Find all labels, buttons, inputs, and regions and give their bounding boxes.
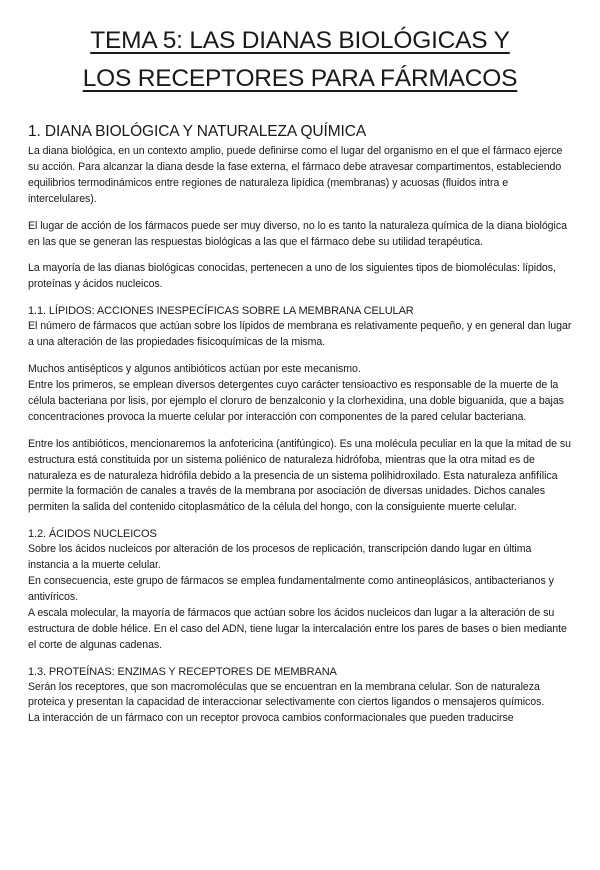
section-1-2 [28, 526, 572, 653]
section-1-1-paragraph-1: El número de fármacos que actúan sobre los lípidos de membrana es relativamente pequeño, y en general dan lugar a una alteración de las propiedades fisicoquímicas de la misma. [28, 320, 572, 349]
section-1-3-heading: 1.3. PROTEÍNAS: ENZIMAS Y RECEPTORES DE MEMBRANA [28, 665, 337, 678]
page-title-line-1: TEMA 5: LAS DIANAS BIOLÓGICAS Y [90, 27, 510, 54]
section-1-1-paragraph-2b: Entre los primeros, se emplean diversos detergentes cuyo carácter tensioactivo es responsable de la muerte de la célula bacteriana por lisis, por ejemplo el cloruro de benzalconio y la clorhexidina, una doble biguanida, que a bajas concentraciones provoca la muerte celular por interacción con componentes de la pared celular bacteriana. [28, 378, 564, 423]
section-1-1-paragraph-2a: Muchos antisépticos y algunos antibióticos actúan por este mecanismo. [28, 363, 361, 376]
section-1 [28, 122, 572, 293]
section-1-1-paragraph-3: Entre los antibióticos, mencionaremos la anfotericina (antifúngico). Es una molécula peculiar en la que la mitad de su estructura está constituida por un sistema poliénico de naturaleza hidrófoba, mientras que la otra mitad es de naturaleza es de naturaleza hidrófila debido a la presencia de un sistema polihidroxilado. Esta naturaleza anfifílica permite la formación de canales a través de la membrana por asociación de diversas unidades. Dichos canales permiten la salida del contenido citoplasmático de la célula del hongo, con la consiguiente muerte celular. [28, 437, 571, 514]
section-1-2-heading: 1.2. ÁCIDOS NUCLEICOS [28, 528, 157, 541]
section-1-1 [28, 303, 572, 516]
section-1-paragraph-1: La diana biológica, en un contexto amplio, puede definirse como el lugar del organismo en el que el fármaco ejerce su acción. Para alcanzar la diana desde la fase externa, el fármaco debe atravesar compartimentos, estableciendo equilibrios termodinámicos entre regiones de naturaleza lipídica (membranas) y acuosas (fluidos intra e intercelulares). [28, 145, 563, 205]
section-1-2-paragraph-1: Sobre los ácidos nucleicos por alteración de los procesos de replicación, transcripción dando lugar en última instancia a la muerte celular. [28, 543, 532, 572]
section-1-paragraph-2: El lugar de acción de los fármacos puede ser muy diverso, no lo es tanto la naturaleza química de la diana biológica en las que se generan las respuestas biológicas a las que el fármaco debe su utilidad terapéutica. [28, 219, 567, 248]
page-title-line-2: LOS RECEPTORES PARA FÁRMACOS [82, 65, 518, 92]
section-1-3-paragraph-2: La interacción de un fármaco con un receptor provoca cambios conformacionales que pueden traducirse [28, 712, 514, 725]
section-1-2-paragraph-3: A escala molecular, la mayoría de fármacos que actúan sobre los ácidos nucleicos dan lugar a la alteración de su estructura de doble hélice. En el caso del ADN, tiene lugar la intercalación entre los pares de bases o bien mediante el corte de algunas cadenas. [28, 606, 567, 651]
section-1-paragraph-3: La mayoría de las dianas biológicas conocidas, pertenecen a uno de los siguientes tipos de biomoléculas: lípidos, proteínas y ácidos nucleicos. [28, 262, 556, 291]
section-1-heading: 1. DIANA BIOLÓGICA Y NATURALEZA QUÍMICA [28, 123, 367, 140]
section-1-1-heading: 1.1. LÍPIDOS: ACCIONES INESPECÍFICAS SOBRE LA MEMBRANA CELULAR [28, 305, 414, 318]
page-title [28, 22, 572, 98]
section-1-2-paragraph-2: En consecuencia, este grupo de fármacos se emplea fundamentalmente como antineoplásicos, antibacterianos y antivíricos. [28, 575, 554, 603]
section-1-3-paragraph-1: Serán los receptores, que son macromoléculas que se encuentran en la membrana celular. Son de naturaleza proteica y presentan la capacidad de interaccionar selectivamente con ciertos ligandos o mensajeros químicos. [28, 680, 545, 709]
section-1-3 [28, 664, 572, 728]
document-page [0, 22, 600, 870]
